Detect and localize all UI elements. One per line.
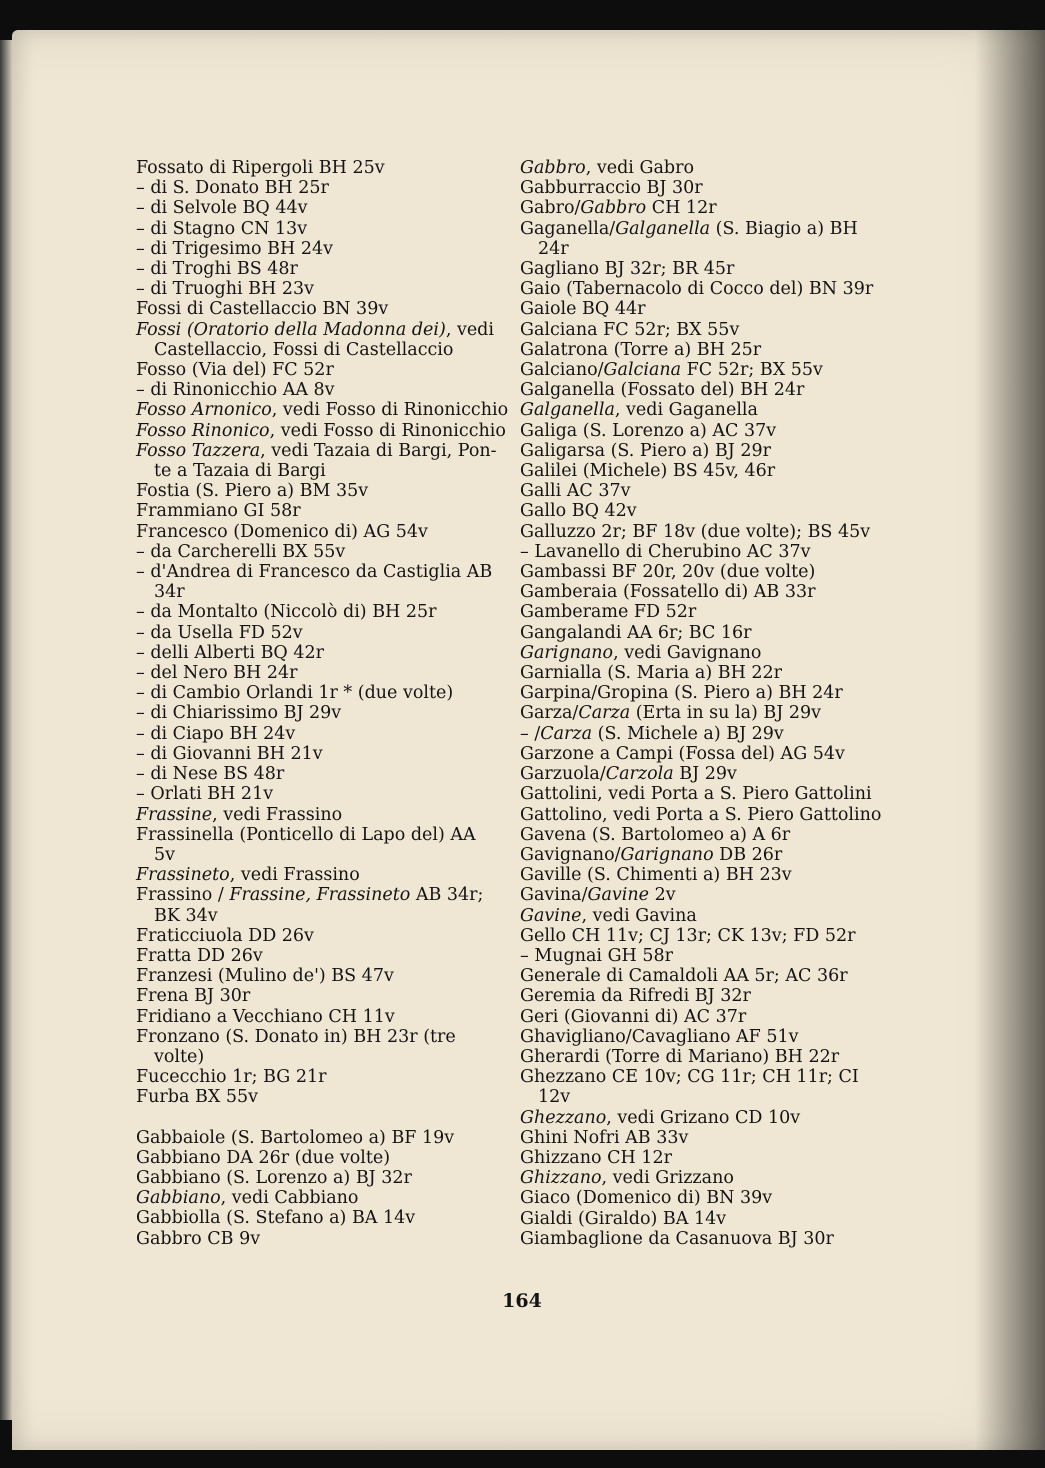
- index-entry: [520, 320, 895, 340]
- index-entry: [136, 1128, 506, 1148]
- index-entry-text: – di Troghi BS 48r: [136, 259, 298, 280]
- index-entry-text: Fossi di Castellaccio BN 39v: [136, 299, 389, 320]
- index-entry-text: Fraticciuola DD 26v: [136, 925, 314, 946]
- index-entry-text: Galigarsa (S. Piero a) BJ 29r: [520, 440, 771, 461]
- index-entry-text: – di Chiarissimo BJ 29v: [136, 703, 342, 724]
- index-entry: [520, 461, 895, 481]
- index-entry-text: DB 26r: [713, 844, 783, 865]
- index-entry: [520, 1108, 895, 1128]
- index-entry: [136, 542, 506, 562]
- index-entry-text: Gaganella/: [520, 218, 616, 239]
- index-entry-text: Garnialla (S. Maria a) BH 22r: [520, 663, 783, 684]
- index-entry-text: 5v: [154, 844, 176, 865]
- index-entry: [520, 724, 895, 744]
- index-entry-italic: Ghezzano: [520, 1107, 607, 1128]
- index-entry: [136, 703, 506, 723]
- index-entry-text: Gamberaia (Fossatello di) AB 33r: [520, 582, 816, 603]
- index-entry: [520, 986, 895, 1006]
- index-entry-text: Geri (Giovanni di) AC 37r: [520, 1006, 747, 1027]
- index-entry-text: Galciano/: [520, 360, 604, 381]
- index-entry-text: BK 34v: [154, 905, 218, 926]
- index-column-right: [520, 158, 895, 1249]
- index-entry-text: Fucecchio 1r; BG 21r: [136, 1067, 327, 1088]
- index-entry: [136, 158, 506, 178]
- index-entry: [520, 1027, 895, 1047]
- index-entry-text: – di Selvole BQ 44v: [136, 198, 308, 219]
- index-entry-text: Galilei (Michele) BS 45v, 46r: [520, 461, 776, 482]
- index-entry-text: Gavena (S. Bartolomeo a) A 6r: [520, 824, 791, 845]
- index-entry: [136, 198, 506, 218]
- index-entry: [520, 744, 895, 764]
- index-entry: [520, 501, 895, 521]
- index-entry-text: Frammiano GI 58r: [136, 501, 301, 522]
- index-entry-italic: Frassine, Frassineto: [229, 885, 411, 906]
- index-entry-text: Galli AC 37v: [520, 481, 631, 502]
- index-entry: [520, 340, 895, 360]
- index-entry-text: – Mugnai GH 58r: [520, 945, 674, 966]
- index-entry-text: – di Nese BS 48r: [136, 764, 285, 785]
- index-entry-text: Galganella (Fossato del) BH 24r: [520, 380, 805, 401]
- index-entry-text: Fossato di Ripergoli BH 25v: [136, 158, 385, 178]
- index-entry-text: CH 12r: [646, 198, 717, 219]
- index-entry-text: 2v: [649, 885, 676, 906]
- index-entry: [520, 1067, 895, 1087]
- index-entry: [520, 764, 895, 784]
- index-entry: [520, 602, 895, 622]
- index-entry-text: te a Tazaia di Bargi: [154, 461, 326, 482]
- index-entry: [136, 461, 506, 481]
- index-entry: [136, 724, 506, 744]
- index-entry-text: Ghavigliano/Cavagliano AF 51v: [520, 1026, 799, 1047]
- index-entry: [136, 582, 506, 602]
- index-entry-text: 24r: [538, 238, 569, 259]
- index-entry-text: Galatrona (Torre a) BH 25r: [520, 339, 762, 360]
- index-entry-text: – da Montalto (Niccolò di) BH 25r: [136, 602, 437, 623]
- index-entry-text: Frassino /: [136, 885, 230, 906]
- index-entry-text: Fronzano (S. Donato in) BH 23r (tre: [136, 1026, 456, 1047]
- index-entry: [520, 845, 895, 865]
- index-entry-text: Gabbro CB 9v: [136, 1228, 261, 1249]
- index-entry-text: FC 52r; BX 55v: [681, 360, 823, 381]
- index-entry-text: Garzuola/: [520, 764, 606, 785]
- index-entry-text: Gallo BQ 42v: [520, 501, 637, 522]
- index-entry: [136, 1047, 506, 1067]
- index-entry: [136, 643, 506, 663]
- index-entry: [136, 441, 506, 461]
- index-entry-text: Gabbaiole (S. Bartolomeo a) BF 19v: [136, 1127, 455, 1148]
- index-entry: [136, 481, 506, 501]
- index-entry: [136, 178, 506, 198]
- index-entry-italic: Garignano: [520, 642, 614, 663]
- index-entry-text: Ghizzano CH 12r: [520, 1147, 672, 1168]
- index-entry-text: – di S. Donato BH 25r: [136, 178, 329, 199]
- index-entry: [136, 501, 506, 521]
- index-entry: [520, 946, 895, 966]
- index-entry-text: volte): [154, 1046, 205, 1067]
- index-entry: [136, 885, 506, 905]
- index-entry: [520, 966, 895, 986]
- index-entry: [136, 1067, 506, 1087]
- index-entry: [136, 1148, 506, 1168]
- index-entry-text: Gabburraccio BJ 30r: [520, 178, 703, 199]
- index-entry-text: Galciana FC 52r; BX 55v: [520, 319, 740, 340]
- index-entry-italic: Frassineto: [136, 865, 230, 886]
- index-entry: [520, 259, 895, 279]
- index-entry: [136, 562, 506, 582]
- index-entry: [136, 320, 506, 340]
- index-entry: [520, 1087, 895, 1107]
- index-entry-text: Gaiole BQ 44r: [520, 299, 646, 320]
- index-entry: [520, 522, 895, 542]
- index-entry: [520, 805, 895, 825]
- index-entry: [520, 562, 895, 582]
- index-entry-text: – del Nero BH 24r: [136, 663, 298, 684]
- index-entry: [136, 380, 506, 400]
- index-entry-italic: Galganella: [615, 218, 711, 239]
- index-entry-text: Fridiano a Vecchiano CH 11v: [136, 1006, 395, 1027]
- index-entry-text: Gambassi BF 20r, 20v (due volte): [520, 562, 816, 583]
- index-entry-text: – di Cambio Orlandi 1r * (due volte): [136, 683, 454, 704]
- index-entry-italic: Carzola: [605, 764, 674, 785]
- index-entry-text: – di Truoghi BH 23v: [136, 279, 314, 300]
- index-entry-italic: Gabbro: [520, 158, 586, 178]
- index-entry-text: Gherardi (Torre di Mariano) BH 22r: [520, 1046, 840, 1067]
- index-entry-italic: Gavine: [520, 905, 582, 926]
- index-entry: [520, 542, 895, 562]
- index-entry-text: Gello CH 11v; CJ 13r; CK 13v; FD 52r: [520, 925, 856, 946]
- index-entry: [136, 744, 506, 764]
- index-entry: [520, 663, 895, 683]
- index-entry-italic: Fosso Arnonico: [136, 400, 272, 421]
- index-entry-text: Galiga (S. Lorenzo a) AC 37v: [520, 420, 777, 441]
- index-entry-italic: Fosso Tazzera: [136, 440, 261, 461]
- index-entry: [136, 926, 506, 946]
- index-entry-text: , vedi Fosso di Rinonicchio: [269, 420, 506, 441]
- index-entry-text: Gabbiolla (S. Stefano a) BA 14v: [136, 1208, 416, 1229]
- index-entry-italic: Gavine: [587, 885, 650, 906]
- index-entry-text: , vedi Fosso di Rinonicchio: [271, 400, 509, 421]
- index-entry-text: Castellaccio, Fossi di Castellaccio: [154, 339, 454, 360]
- index-entry-text: Franzesi (Mulino de') BS 47v: [136, 966, 394, 987]
- index-entry-text: Generale di Camaldoli AA 5r; AC 36r: [520, 966, 848, 987]
- index-entry: [136, 784, 506, 804]
- index-column-left: [136, 158, 509, 1249]
- index-entry-text: , vedi Frassino: [212, 804, 343, 825]
- index-entry: [520, 400, 895, 420]
- index-entry-text: Gavignano/: [520, 844, 621, 865]
- index-entry: [136, 522, 506, 542]
- index-entry-text: – di Stagno CN 13v: [136, 218, 308, 239]
- index-entry-text: – Lavanello di Cherubino AC 37v: [520, 541, 811, 562]
- page-number: 164: [502, 1290, 542, 1312]
- index-entry-italic: Frassine: [136, 804, 213, 825]
- index-entry: [136, 865, 506, 885]
- index-entry: [520, 158, 895, 178]
- gutter-shadow: [975, 30, 1045, 1450]
- index-entry-text: Gavina/: [520, 885, 588, 906]
- index-entry-text: (Erta in su la) BJ 29v: [630, 703, 821, 724]
- index-entry: [136, 259, 506, 279]
- index-entry-italic: Carza: [578, 703, 631, 724]
- index-entry: [520, 683, 895, 703]
- index-entry: [136, 279, 506, 299]
- index-entry-text: – delli Alberti BQ 42r: [136, 642, 324, 663]
- index-entry-text: Fosso (Via del) FC 52r: [136, 360, 334, 381]
- index-entry: [136, 239, 506, 259]
- index-entry: [520, 481, 895, 501]
- index-entry: [520, 1047, 895, 1067]
- index-entry: [520, 926, 895, 946]
- index-entry-text: , vedi Gabro: [585, 158, 694, 178]
- index-entry: [520, 198, 895, 218]
- index-entry: [136, 663, 506, 683]
- index-entry-text: Frassinella (Ponticello di Lapo del) AA: [136, 824, 476, 845]
- index-entry-text: Frena BJ 30r: [136, 986, 251, 1007]
- index-entry: [520, 885, 895, 905]
- index-entry: [520, 360, 895, 380]
- index-entry-text: – da Usella FD 52v: [136, 622, 303, 643]
- index-entry-italic: Gabbro: [580, 198, 647, 219]
- index-entry-text: Gialdi (Giraldo) BA 14v: [520, 1208, 727, 1229]
- index-entry-text: , vedi Cabbiano: [220, 1188, 359, 1209]
- index-entry: [520, 1007, 895, 1027]
- index-entry-text: , vedi Gaganella: [614, 400, 758, 421]
- index-entry-text: – di Trigesimo BH 24v: [136, 238, 333, 259]
- index-entry: [136, 360, 506, 380]
- index-entry-italic: Fossi (Oratorio della Madonna dei): [136, 319, 446, 340]
- index-entry-italic: Ghizzano: [520, 1168, 602, 1189]
- index-entry: [520, 279, 895, 299]
- index-entry: [520, 1168, 895, 1188]
- index-entry-text: Giaco (Domenico di) BN 39v: [520, 1188, 773, 1209]
- index-entry: [520, 784, 895, 804]
- index-entry: [520, 421, 895, 441]
- index-entry-text: Francesco (Domenico di) AG 54v: [136, 521, 428, 542]
- index-entry: [136, 1208, 506, 1228]
- index-entry-text: Garpina/Gropina (S. Piero a) BH 24r: [520, 683, 843, 704]
- index-entry: [520, 178, 895, 198]
- index-entry-text: , vedi Grizano CD 10v: [606, 1107, 801, 1128]
- index-entry-text: Gamberame FD 52r: [520, 602, 697, 623]
- index-entry: [136, 602, 506, 622]
- index-entry-text: Garza/: [520, 703, 579, 724]
- index-entry-text: Gagliano BJ 32r; BR 45r: [520, 259, 735, 280]
- index-entry-text: , vedi Grizzano: [601, 1168, 734, 1189]
- index-entry: [520, 299, 895, 319]
- index-entry: [136, 966, 506, 986]
- index-entry-text: – di Rinonicchio AA 8v: [136, 380, 335, 401]
- index-entry-text: – da Carcherelli BX 55v: [136, 541, 346, 562]
- index-entry: [136, 683, 506, 703]
- index-entry-text: Gattolini, vedi Porta a S. Piero Gattolini: [520, 784, 872, 805]
- index-entry-text: Geremia da Rifredi BJ 32r: [520, 986, 751, 1007]
- index-entry: [136, 623, 506, 643]
- index-entry: [136, 805, 506, 825]
- index-entry-text: Furba BX 55v: [136, 1087, 259, 1108]
- index-entry-text: Fostia (S. Piero a) BM 35v: [136, 481, 369, 502]
- index-entry: [136, 400, 509, 421]
- index-entry-text: (S. Biagio a) BH: [710, 218, 858, 239]
- index-entry: [136, 1087, 506, 1107]
- index-entry-text: AB 34r;: [410, 885, 484, 906]
- index-entry-text: Gangalandi AA 6r; BC 16r: [520, 622, 752, 643]
- index-entry: [520, 1209, 895, 1229]
- index-entry: [136, 906, 506, 926]
- index-entry-text: , vedi: [445, 319, 494, 340]
- index-entry-text: Gabro/: [520, 198, 581, 219]
- index-entry: [520, 441, 895, 461]
- index-entry-text: , vedi Gavina: [581, 905, 697, 926]
- index-entry: [520, 1148, 895, 1168]
- index-entry-italic: Gabbiano: [136, 1188, 221, 1209]
- index-entry: [136, 299, 506, 319]
- index-entry: [136, 1027, 506, 1047]
- index-entry-text: Gaio (Tabernacolo di Cocco del) BN 39r: [520, 279, 874, 300]
- index-entry-text: Gabbiano (S. Lorenzo a) BJ 32r: [136, 1167, 412, 1188]
- index-entry: [136, 845, 506, 865]
- index-entry: [520, 380, 895, 400]
- index-entry-italic: Galciana: [603, 360, 682, 381]
- index-entry-text: Galluzzo 2r; BF 18v (due volte); BS 45v: [520, 521, 871, 542]
- index-entry: [136, 1229, 506, 1249]
- index-entry: [520, 1128, 895, 1148]
- index-entry: [520, 1188, 895, 1208]
- index-entry-text: 34r: [154, 582, 185, 603]
- index-entry: [520, 1229, 895, 1249]
- index-entry-text: (S. Michele a) BJ 29v: [592, 723, 784, 744]
- index-entry: [136, 340, 506, 360]
- index-entry: [520, 643, 895, 663]
- index-entry: [136, 1168, 506, 1188]
- index-entry-text: BJ 29v: [673, 764, 737, 785]
- index-entry-italic: Carza: [540, 723, 593, 744]
- index-entry: [520, 623, 895, 643]
- index-entry: [520, 219, 895, 239]
- page-stack-edge: [0, 40, 12, 1420]
- index-entry-text: Fratta DD 26v: [136, 945, 263, 966]
- index-entry-italic: Garignano: [620, 844, 714, 865]
- index-entry: [136, 1188, 506, 1208]
- index-entry: [136, 825, 506, 845]
- index-entry: [520, 825, 895, 845]
- index-entry-italic: Fosso Rinonico: [136, 420, 270, 441]
- index-entry-text: , vedi Tazaia di Bargi, Pon-: [260, 440, 497, 461]
- index-entry-text: – /: [520, 723, 541, 744]
- index-entry-text: – d'Andrea di Francesco da Castiglia AB: [136, 562, 493, 583]
- index-entry: [520, 239, 895, 259]
- index-entry-text: Gaville (S. Chimenti a) BH 23v: [520, 865, 792, 886]
- index-entry-text: – Orlati BH 21v: [136, 784, 274, 805]
- index-entry-text: – di Ciapo BH 24v: [136, 723, 296, 744]
- index-entry: [520, 906, 895, 926]
- index-entry: [520, 865, 895, 885]
- index-entry: [136, 219, 506, 239]
- index-entry: [136, 1007, 506, 1027]
- index-entry-text: Ghini Nofri AB 33v: [520, 1127, 689, 1148]
- index-entry: [136, 986, 506, 1006]
- index-entry: [520, 582, 895, 602]
- index-entry: [136, 946, 506, 966]
- index-entry-text: Gabbiano DA 26r (due volte): [136, 1147, 391, 1168]
- index-entry: [520, 703, 895, 723]
- index-entry-text: , vedi Gavignano: [613, 642, 762, 663]
- index-entry-text: Giambaglione da Casanuova BJ 30r: [520, 1228, 834, 1249]
- index-entry-text: Gattolino, vedi Porta a S. Piero Gattolino: [520, 804, 882, 825]
- index-entry: [136, 764, 506, 784]
- index-entry-text: 12v: [538, 1087, 571, 1108]
- index-entry-text: – di Giovanni BH 21v: [136, 743, 323, 764]
- index-entry-text: Garzone a Campi (Fossa del) AG 54v: [520, 743, 845, 764]
- index-entry-text: Ghezzano CE 10v; CG 11r; CH 11r; CI: [520, 1067, 859, 1088]
- index-entry-text: , vedi Frassino: [229, 865, 360, 886]
- index-entry: [136, 421, 506, 441]
- index-entry-italic: Galganella: [520, 400, 615, 421]
